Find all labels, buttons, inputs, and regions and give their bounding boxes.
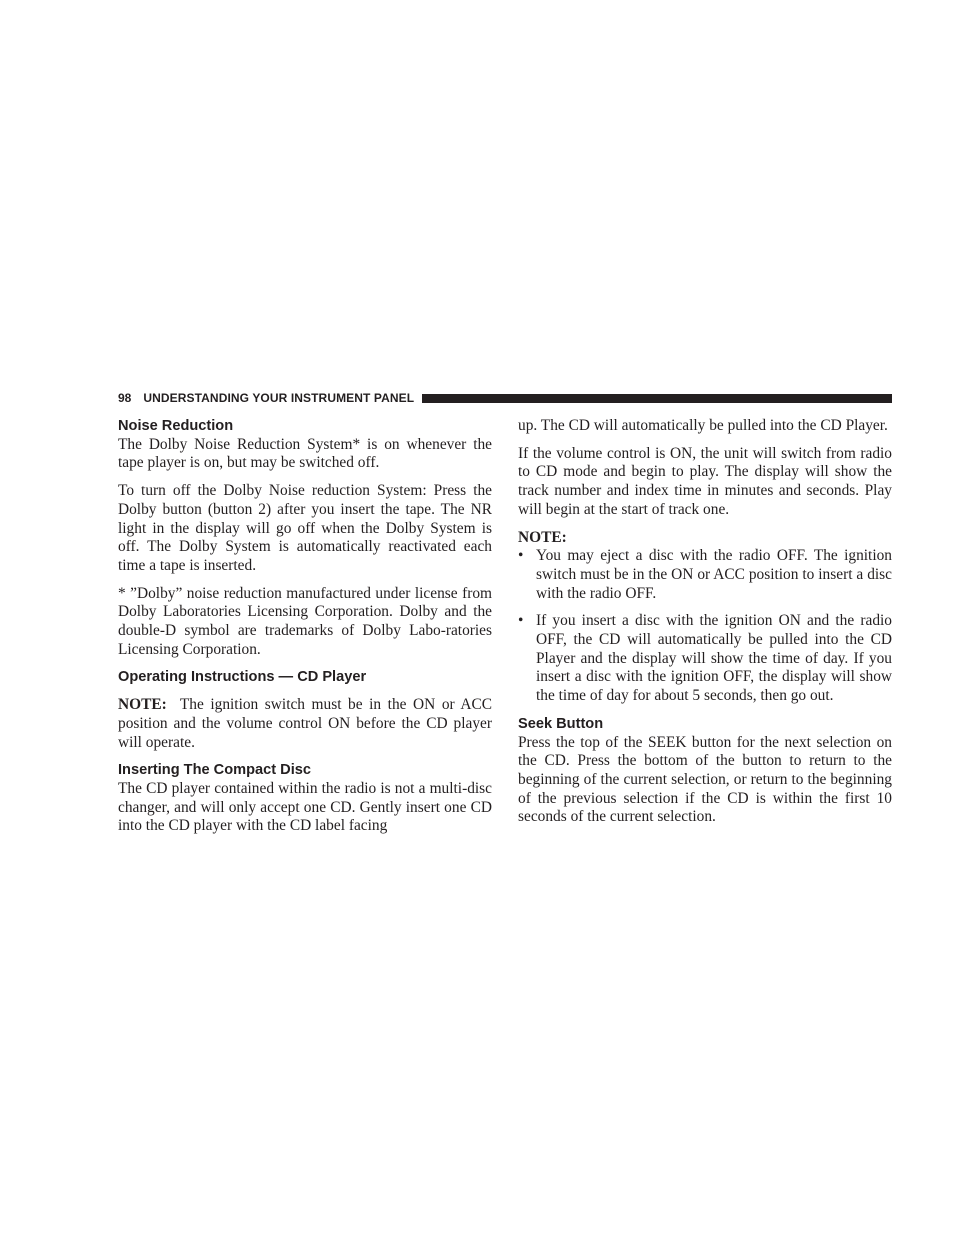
bullet-icon: • [518, 547, 524, 565]
section-title: UNDERSTANDING YOUR INSTRUMENT PANEL [143, 391, 415, 405]
paragraph-operating-note [118, 696, 492, 752]
note-bullet-list [518, 547, 892, 706]
bullet-icon: • [518, 612, 524, 630]
paragraph-dolby-turn-off: To turn off the Dolby Noise reduction System: Press the Dolby button (button 2) after you insert the tape. The NR light in the display will go off when the Dolby System is off. The Dolby System is automatically reactivated each time a tape is inserted. [118, 482, 492, 574]
paragraph-inserting-disc: The CD player contained within the radio is not a multi-disc changer, and will only accept one CD. Gently insert one CD into the CD player with the CD label facing [118, 779, 492, 835]
left-column [118, 417, 492, 845]
paragraph-seek-button: Press the top of the SEEK button for the next selection on the CD. Press the bottom of the button to return to the beginning of the current selection, or return to the beginning of the previous selection if the CD is within the first 10 seconds of the current selection. [518, 733, 892, 826]
list-item [518, 612, 892, 706]
page-header [118, 390, 892, 406]
paragraph-continued: up. The CD will automatically be pulled into the CD Player. [518, 417, 888, 434]
paragraph-volume-control: If the volume control is ON, the unit will switch from radio to CD mode and begin to play. The display will show the track number and index time in minutes and seconds. Play will begin at the start of track one. [518, 444, 892, 518]
header-rule [422, 394, 892, 403]
list-item-text: You may eject a disc with the radio OFF. The ignition switch must be in the ON or ACC position to insert a disc with the radio OFF. [536, 547, 892, 602]
heading-operating-instructions: Operating Instructions — CD Player [118, 669, 367, 686]
paragraph-noise-reduction-intro: The Dolby Noise Reduction System* is on whenever the tape player is on, but may be switched off. [118, 435, 492, 472]
note-heading: NOTE: [518, 528, 567, 546]
paragraph-dolby-trademark: * ”Dolby” noise reduction manufactured under license from Dolby Laboratories Licensing Corporation. Dolby and the double-D symbol are trademarks of Dolby Labo-ratories Licensing Corporation. [118, 584, 492, 658]
note-text: The ignition switch must be in the ON or ACC position and the volume control ON before the CD player will operate. [118, 696, 492, 751]
right-column [518, 417, 892, 836]
list-item-text: If you insert a disc with the ignition ON and the radio OFF, the CD will automatically be pulled into the CD Player and the display will show the time of day. If you insert a disc with the ignition OFF, the display will show the time of day for about 5 seconds, then go out. [536, 612, 892, 705]
list-item [518, 547, 892, 603]
page-number: 98 [118, 391, 132, 405]
note-label: NOTE: [118, 696, 167, 714]
heading-noise-reduction: Noise Reduction [118, 418, 234, 434]
heading-seek-button: Seek Button [518, 715, 604, 732]
heading-inserting-disc: Inserting The Compact Disc [118, 762, 311, 779]
